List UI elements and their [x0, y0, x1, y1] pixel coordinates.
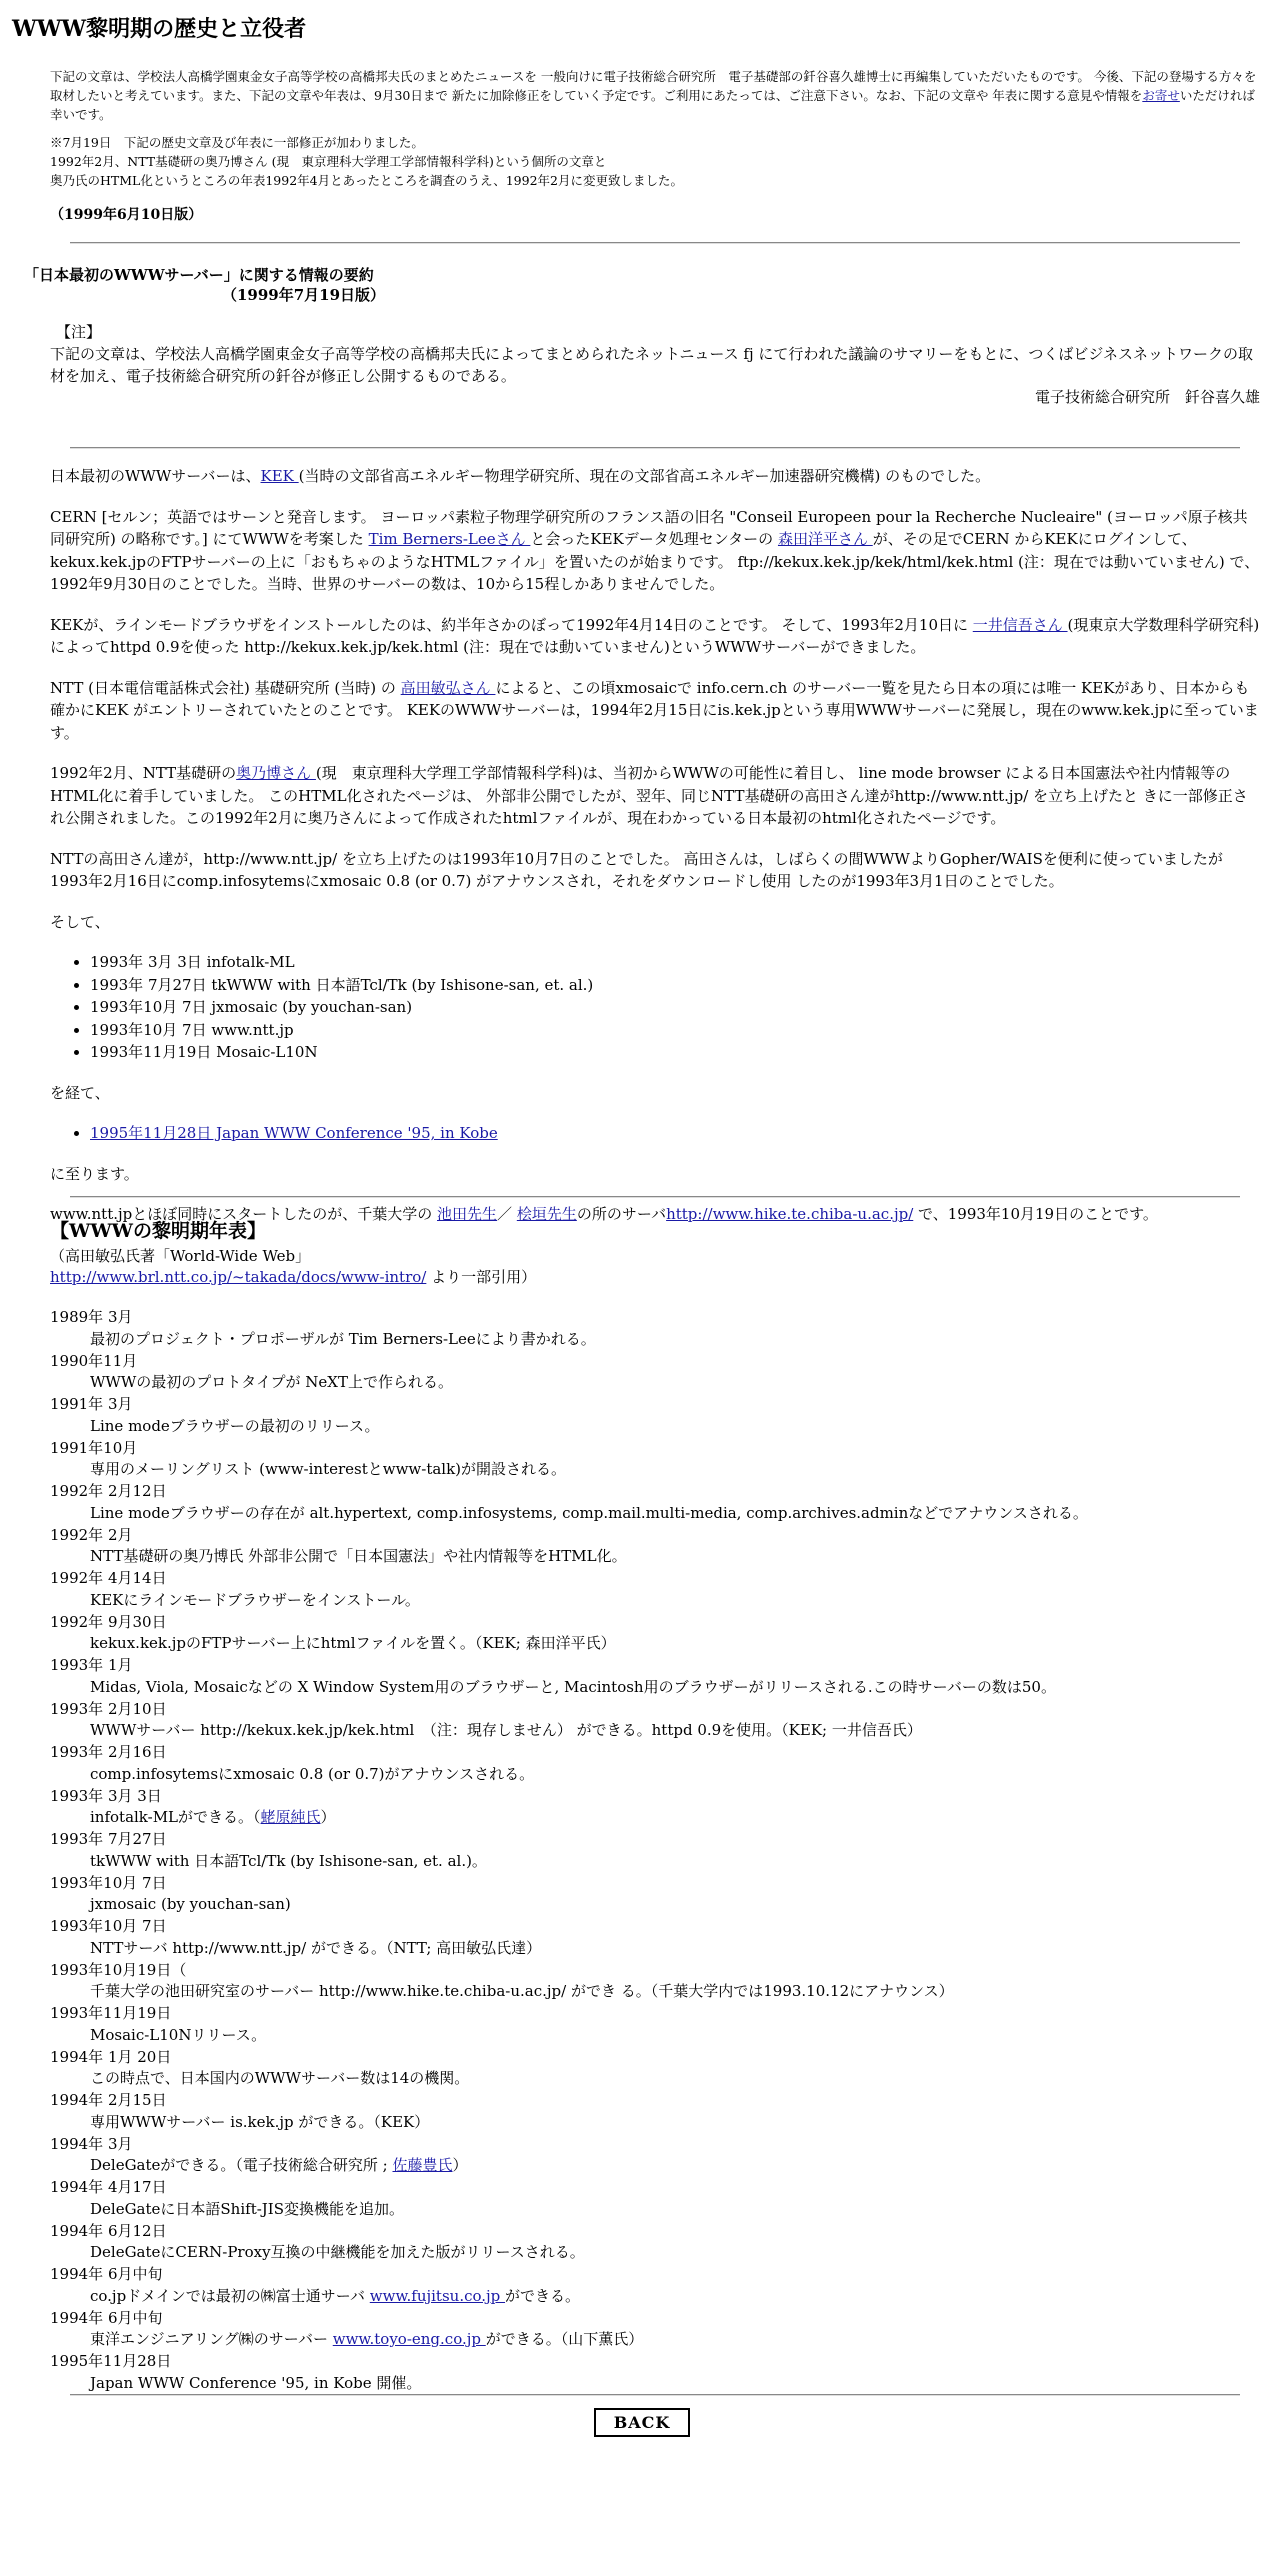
list-item: • 1993年 3月 3日 infotalk-ML [90, 951, 1260, 974]
timeline-event: co.jpドメインでは最初の㈱富士通サーバ www.fujitsu.co.jp ができる。 [90, 2286, 581, 2305]
timeline-date: 1991年 3月 [50, 1395, 133, 1414]
timeline-event: DeleGateに日本語Shift-JIS変換機能を追加。 [90, 2199, 405, 2218]
timeline-date: 1993年10月19日（ [50, 1960, 187, 1979]
timeline-date: 1993年10月 7日 [50, 1873, 167, 1892]
timeline-date: 1992年 4月14日 [50, 1569, 167, 1588]
okuno-link[interactable]: 奥乃博さん [236, 764, 316, 782]
divider [70, 1196, 1240, 1198]
history-paragraph: に至ります。 [50, 1164, 139, 1183]
divider [70, 2394, 1240, 2396]
timeline-list [50, 1307, 1260, 2395]
timeline-date: 1989年 3月 [50, 1308, 133, 1327]
timeline-date: 1994年 4月17日 [50, 2178, 167, 2197]
timeline-link[interactable]: 蛯原純氏 [260, 1808, 321, 1827]
morita-link[interactable]: 森田洋平さん [777, 530, 873, 548]
timeline-event: 東洋エンジニアリング㈱のサーバー www.toyo-eng.co.jp ができる。（山下薫氏） [90, 2330, 644, 2349]
timeline-date: 1993年 3月 3日 [50, 1786, 162, 1805]
ikeda-link[interactable]: 池田先生 [437, 1205, 498, 1223]
timeline-event: WWWの最初のプロトタイプが NeXT上で作られる。 [90, 1373, 453, 1392]
timeline-date: 1994年 6月中旬 [50, 2265, 163, 2284]
timeline-event: Line modeブラウザーの最初のリリース。 [90, 1416, 380, 1435]
kek-link[interactable]: KEK [260, 467, 299, 485]
revision-note: ※7月19日 下記の歴史文章及び年表に一部修正が加わりました。 1992年2月、NTT基礎研の奥乃博さん (現 東京理科大学理工学部情報科学科)という個所の文章と 奥乃氏のHTML化というところの年表1992年4月とあったところを調査のうえ、1992年2月に変更致しました。 [50, 135, 683, 188]
timeline-date: 1993年11月19日 [50, 2004, 172, 2023]
history-paragraph: NTT (日本電信電話株式会社) 基礎研究所 (当時) の 高田敏弘さん によると、この頃xmosaicで info.cern.ch のサーバー一覧を見たら日本の項には唯一 KEKがあり、日本からも確かにKEK がエントリーされていたとのことです。 KEKのWWWサーバーは，1994年2月15日にis.kek.jpという専用WWWサーバーに発展し，現在のwww.kek.jpに至っています。 [50, 678, 1259, 742]
history-paragraph: を経て、 [50, 1083, 110, 1102]
timeline-event: Mosaic-L10Nリリース。 [90, 2025, 267, 2044]
timeline-date: 1992年 2月 [50, 1525, 133, 1544]
history-paragraph: www.ntt.jpとほぼ同時にスタートしたのが、千葉大学の 池田先生／ 桧垣先生の所のサーバhttp://www.hike.te.chiba-u.ac.jp/ で、1993年10月19日のことです。 [50, 1205, 1158, 1223]
chiba-server-link[interactable]: http://www.hike.te.chiba-u.ac.jp/ [666, 1205, 914, 1223]
conference-list [50, 1122, 1260, 1145]
timeline-event: Midas, Viola, Mosaicなどの X Window System用のブラウザーと, Macintosh用のブラウザーがリリースされる.この時サーバーの数は50。 [90, 1677, 1056, 1696]
timeline-event: Line modeブラウザーの存在が alt.hypertext, comp.infosystems, comp.mail.multi-media, comp.archives.adminなどでアナウンスされる。 [90, 1503, 1088, 1522]
list-item: • 1993年10月 7日 www.ntt.jp [90, 1019, 1260, 1042]
timeline-event: 専用WWWサーバー is.kek.jp ができる。（KEK） [90, 2112, 430, 2131]
timeline-event: DeleGateにCERN-Proxy互換の中継機能を加えた版がリリースされる。 [90, 2243, 585, 2262]
timeline-event: 千葉大学の池田研究室のサーバー http://www.hike.te.chiba-u.ac.jp/ ができ る。（千葉大学内では1993.10.12にアナウンス） [90, 1982, 954, 2001]
timeline-date: 1993年 2月16日 [50, 1743, 167, 1762]
history-paragraph: そして、 [50, 912, 110, 931]
timeline-event: この時点で、日本国内のWWWサーバー数は14の機関。 [90, 2069, 470, 2088]
timeline-date: 1994年 6月中旬 [50, 2308, 163, 2327]
timeline-link[interactable]: www.toyo-eng.co.jp [332, 2330, 486, 2349]
intro-paragraph: 下記の文章は、学校法人高橋学園東金女子高等学校の高橋邦夫氏のまとめたニュースを 一般向けに電子技術総合研究所 電子基礎部の釺谷喜久雄博士に再編集していただいたものです。 今後、下記の登場する方々を取材したいと考えています。また、下記の文章や年表は、9月30日まで 新たに加除修正をしていく予定です。ご利用にあたっては、ご注意下さい。なお、下記の文章や 年表に関する意見や情報をお寄せいただければ幸いです。 [50, 69, 1257, 122]
timeline-link[interactable]: www.fujitsu.co.jp [369, 2286, 506, 2305]
summary-heading: 「日本最初のWWWサーバー」に関する情報の要約 （1999年7月19日版） [24, 266, 386, 305]
timeline-date: 1993年 1月 [50, 1656, 133, 1675]
timeline-date: 1992年 2月12日 [50, 1482, 167, 1501]
timeline-event: tkWWW with 日本語Tcl/Tk (by Ishisone-san, et. al.)。 [90, 1851, 487, 1870]
back-wrap [0, 2408, 1284, 2437]
divider [70, 447, 1240, 449]
version-label: （1999年6月10日版） [50, 206, 203, 223]
timeline-date: 1993年 2月10日 [50, 1699, 167, 1718]
conference-link[interactable]: 1995年11月28日 Japan WWW Conference '95, in Kobe [90, 1124, 498, 1142]
list-item [90, 1122, 1260, 1145]
timeline-event: KEKにラインモードブラウザーをインストール。 [90, 1590, 420, 1609]
timeline-date: 1992年 9月30日 [50, 1612, 167, 1631]
timeline-date: 1990年11月 [50, 1351, 138, 1370]
timeline-event: Japan WWW Conference '95, in Kobe 開催。 [90, 2373, 422, 2392]
timeline-event: WWWサーバー http://kekux.kek.jp/kek.html （注：現存しません） ができる。httpd 0.9を使用。（KEK; 一井信吾氏） [90, 1721, 922, 1740]
page-title: WWW黎明期の歴史と立役者 [12, 16, 307, 42]
divider [70, 242, 1240, 244]
timeline-date: 1991年10月 [50, 1438, 138, 1457]
timeline-event: NTTサーバ http://www.ntt.jp/ ができる。（NTT; 高田敏弘氏達） [90, 1938, 542, 1957]
timeline-event: comp.infosytemsにxmosaic 0.8 (or 0.7)がアナウンスされる。 [90, 1764, 535, 1783]
note-text: 下記の文章は、学校法人高橋学園東金女子高等学校の高橋邦夫氏によってまとめられたネットニュース fj にて行われた議論のサマリーをもとに、つくばビジネスネットワークの取材を加え、電子技術総合研究所の釺谷が修正し公開するものである。 [50, 344, 1253, 385]
timeline-title: 【WWWの黎明期年表】 [50, 1220, 267, 1242]
milestone-list [50, 951, 1260, 1064]
timeline-event: DeleGateができる。（電子技術総合研究所 ; 佐藤豊氏） [90, 2156, 468, 2175]
timeline-source: （高田敏弘氏著「World-Wide Web」 http://www.brl.ntt.co.jp/~takada/docs/www-intro/ より一部引用） [50, 1246, 537, 1287]
history-paragraph: CERN [セルン；英語ではサーンと発音します。 ヨーロッパ素粒子物理学研究所のフランス語の旧名 "Conseil Europeen pour la Recherche Nucleaire" (ヨーロッパ原子核共同研究所) の略称です。] にてWWWを考案した Tim Berners-Leeさん と会ったKEKデータ処理センターの 森田洋平さん が、その足でCERN からKEKにログインして、 kekux.kek.jpのFTPサーバーの上に「おもちゃのようなHTMLファイル」を置いたのが始まりです。 ftp://kekux.kek.jp/kek/html/kek.html (注：現在では動いていません) で、1992年9月30日のことでした。当時、世界のサーバーの数は、10から15程しかありませんでした。 [50, 507, 1260, 593]
takada-link[interactable]: 高田敏弘さん [400, 678, 496, 697]
timeline-event: 専用のメーリングリスト (www-interestとwww-talk)が開設される。 [90, 1460, 567, 1479]
history-paragraph: 日本最初のWWWサーバーは、KEK (当時の文部省高エネルギー物理学研究所、現在の文部省高エネルギー加速器研究機構) のものでした。 [50, 467, 991, 485]
timeline-date: 1994年 1月 20日 [50, 2047, 172, 2066]
timeline-date: 1994年 3月 [50, 2134, 133, 2153]
tim-berners-lee-link[interactable]: Tim Berners-Leeさん [368, 530, 531, 548]
timeline-event: jxmosaic (by youchan-san) [90, 1895, 291, 1914]
note-label: 【注】 [56, 323, 102, 341]
history-text [50, 465, 1260, 1244]
list-item: • 1993年10月 7日 jxmosaic (by youchan-san) [90, 996, 1260, 1019]
higaki-link[interactable]: 桧垣先生 [516, 1205, 577, 1223]
timeline-date: 1995年11月28日 [50, 2352, 172, 2371]
timeline-event: infotalk-MLができる。（蛯原純氏） [90, 1808, 336, 1827]
timeline-date: 1993年10月 7日 [50, 1917, 167, 1936]
list-item: • 1993年 7月27日 tkWWW with 日本語Tcl/Tk (by Ishisone-san, et. al.) [90, 974, 1260, 997]
note-signature: 電子技術総合研究所 釺谷喜久雄 [1034, 388, 1260, 407]
timeline-event: 最初のプロジェクト・プロポーザルが Tim Berners-Leeにより書かれる。 [90, 1329, 596, 1348]
editor-note [50, 322, 1260, 409]
timeline-link[interactable]: 佐藤豊氏 [392, 2156, 453, 2175]
list-item: • 1993年11月19日 Mosaic-L10N [90, 1041, 1260, 1064]
timeline-date: 1993年 7月27日 [50, 1830, 167, 1849]
back-button[interactable]: BACK [594, 2408, 691, 2437]
contact-link[interactable]: お寄せ [1142, 87, 1180, 103]
history-paragraph: NTTの高田さん達が，http://www.ntt.jp/ を立ち上げたのは1993年10月7日のことでした。 高田さんは，しばらくの間WWWよりGopher/WAISを便利に使っていましたが 1993年2月16日にcomp.infosytemsにxmosaic 0.8 (or 0.7) がアナウンスされ，それをダウンロードし使用 したのが1993年3月1日のことでした。 [50, 849, 1223, 890]
timeline-date: 1994年 2月15日 [50, 2091, 167, 2110]
timeline-event: kekux.kek.jpのFTPサーバー上にhtmlファイルを置く。（KEK; 森田洋平氏） [90, 1634, 616, 1653]
timeline-event: NTT基礎研の奥乃博氏 外部非公開で「日本国憲法」や社内情報等をHTML化。 [90, 1547, 627, 1566]
timeline-date: 1994年 6月12日 [50, 2221, 167, 2240]
source-link[interactable]: http://www.brl.ntt.co.jp/~takada/docs/www-intro/ [50, 1268, 427, 1287]
intro-section [50, 68, 1258, 226]
history-paragraph: KEKが、ラインモードブラウザをインストールしたのは、約半年さかのぼって1992年4月14日のことです。 そして、1993年2月10日に 一井信吾さん (現東京大学数理科学研究科) によってhttpd 0.9を使った http://kekux.kek.jp/kek.html (注：現在では動いていません)というWWWサーバーができました。 [50, 615, 1260, 656]
timeline-section [50, 1218, 1260, 2395]
history-paragraph: 1992年2月、NTT基礎研の奥乃博さん (現 東京理科大学理工学部情報科学科)は、当初からWWWの可能性に着目し、 line mode browser による日本国憲法や社内情報等のHTML化に着手していました。 このHTML化されたページは、 外部非公開でしたが、翌年、同じNTT基礎研の高田さん達がhttp://www.ntt.jp/ を立ち上げたと きに一部修正され公開されました。この1992年2月に奥乃さんによって作成されたhtmlファイルが、現在わかっている日本最初のhtml化されたページです。 [50, 764, 1248, 827]
ichii-link[interactable]: 一井信吾さん [972, 615, 1068, 634]
